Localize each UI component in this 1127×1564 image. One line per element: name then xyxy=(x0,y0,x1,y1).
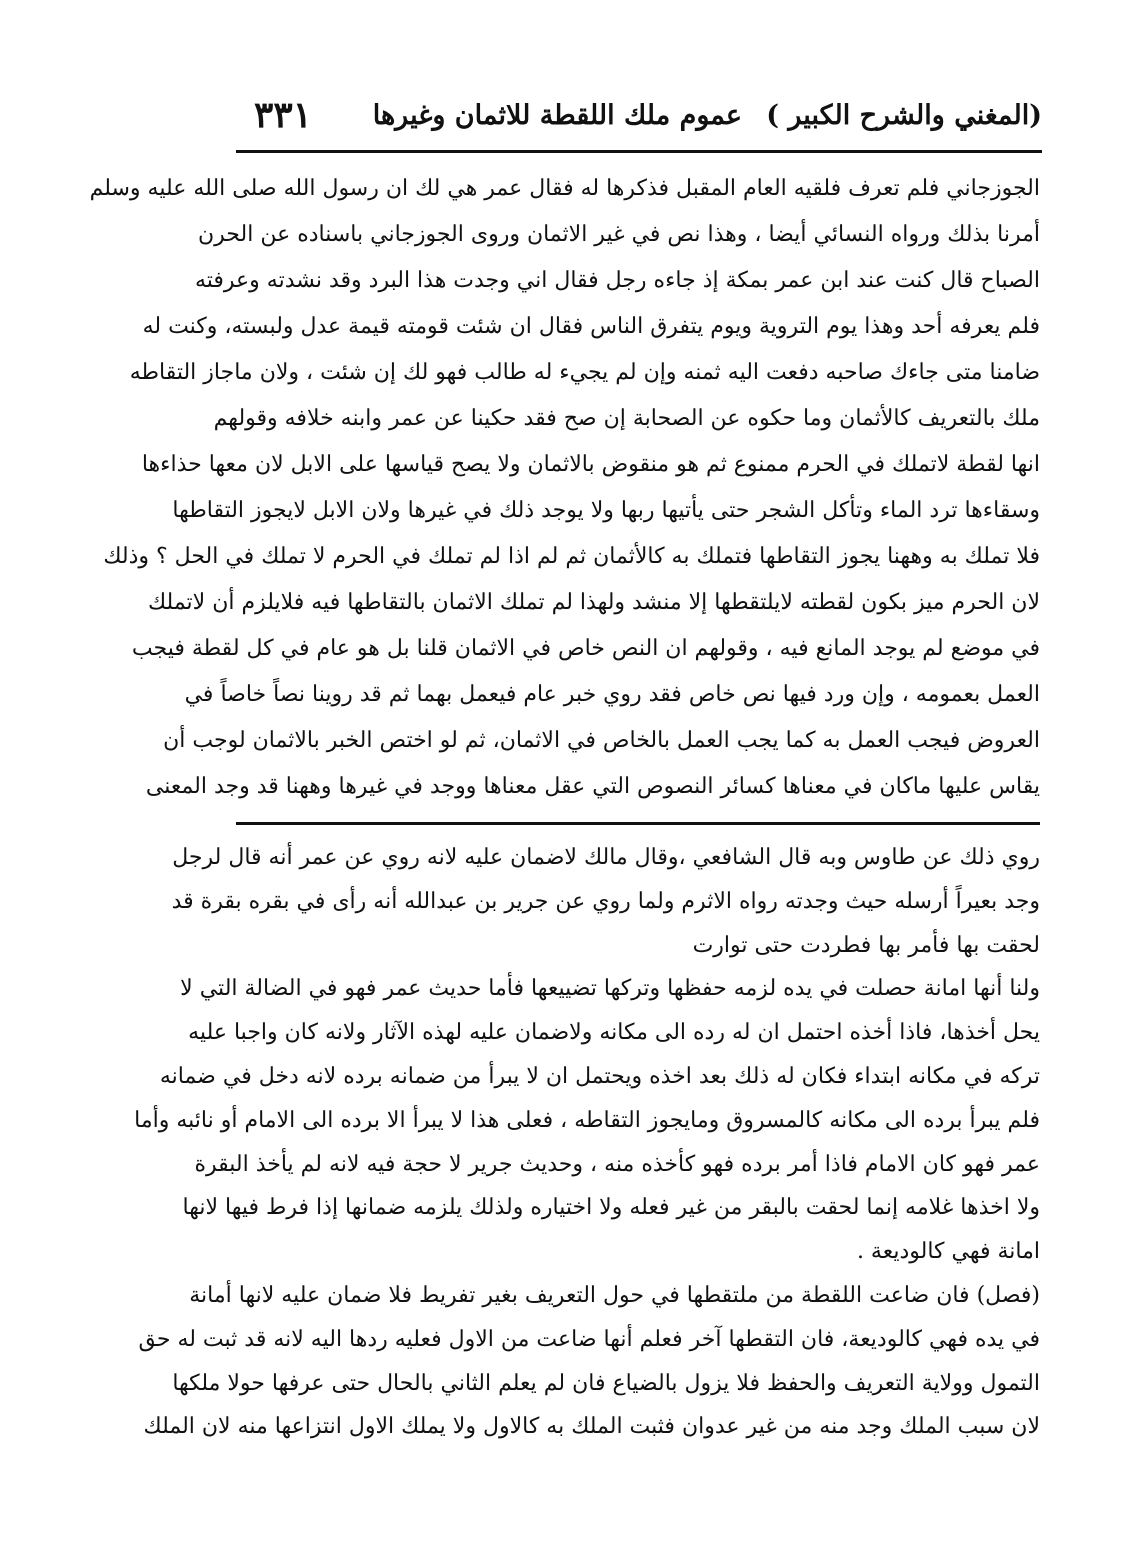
commentary-line: روي ذلك عن طاوس وبه قال الشافعي ،وقال مالك لاضمان عليه لانه روي عن عمر أنه قال لرجل xyxy=(172,845,1040,870)
main-text-line: العروض فيجب العمل به كما يجب العمل بالخاص في الاثمان، ثم لو اختص الخبر بالاثمان لوجب أن xyxy=(163,728,1040,753)
main-text-line: فلا تملك به وههنا يجوز التقاطها فتملك به كالأثمان ثم لم اذا لم تملك في الحرم لا تملك في الحل ؟ وذلك xyxy=(103,544,1040,569)
commentary-line: ولا اخذها غلامه إنما لحقت بالبقر من غير فعله ولا اختياره ولذلك يلزمه ضمانها إذا فرط فيها لانها xyxy=(182,1195,1040,1221)
main-text-line: انها لقطة لاتملك في الحرم ممنوع ثم هو منقوض بالاثمان ولا يصح قياسها على الابل لان معها حذاءها xyxy=(141,452,1040,477)
commentary-line: يحل أخذها، فاذا أخذه احتمل ان له رده الى مكانه ولاضمان عليه لهذه الآثار ولانه كان واجبا عليه xyxy=(188,1020,1040,1046)
main-text-line: ضامنا متى جاءك صاحبه دفعت اليه ثمنه وإن لم يجيء له طالب فهو لك إن شئت ، ولان ماجاز التقاطه xyxy=(129,360,1040,385)
commentary-line: (فصل) فان ضاعت اللقطة من ملتقطها في حول التعريف بغير تفريط فلا ضمان عليه لانها أمانة xyxy=(189,1282,1040,1308)
main-text-line: ملك بالتعريف كالأثمان وما حكوه عن الصحابة إن صح فقد حكينا عن عمر وابنه خلافه وقولهم xyxy=(213,406,1040,431)
commentary-line: تركه في مكانه ابتداء فكان له ذلك بعد اخذه ويحتمل ان لا يبرأ من ضمانه برده لانه دخل في ضمانه xyxy=(159,1063,1040,1089)
section-title: عموم ملك اللقطة للاثمان وغيرها xyxy=(372,100,742,131)
commentary-line: فلم يبرأ برده الى مكانه كالمسروق ومايجوز التقاطه ، فعلى هذا لا يبرأ الا برده الى الامام أو نائبه وأما xyxy=(134,1107,1040,1133)
commentary-line: لان سبب الملك وجد منه من غير عدوان فثبت الملك به كالاول ولا يملك الاول انتزاعها منه لان الملك xyxy=(143,1414,1040,1440)
commentary-line: لحقت بها فأمر بها فطردت حتى توارت xyxy=(692,932,1040,958)
main-text-line: الصباح قال كنت عند ابن عمر بمكة إذ جاءه رجل فقال اني وجدت هذا البرد وقد نشدته وعرفته xyxy=(194,268,1040,293)
main-text-line: الجوزجاني فلم تعرف فلقيه العام المقبل فذكرها له فقال عمر هي لك ان رسول الله صلى الله عليه وسلم xyxy=(89,176,1040,201)
commentary-line: التمول وولاية التعريف والحفظ فلا يزول بالضياع فان لم يعلم الثاني بالحال حتى عرفها حولا ملكها xyxy=(172,1370,1040,1396)
main-text-line: وسقاءها ترد الماء وتأكل الشجر حتى يأتيها ربها ولا يوجد ذلك في غيرها ولان الابل لايجوز التقاطها xyxy=(172,498,1040,523)
page-number: ٣٣١ xyxy=(254,94,313,136)
commentary-line: امانة فهي كالوديعة . xyxy=(856,1239,1040,1265)
main-text-line: فلم يعرفه أحد وهذا يوم التروية ويوم يتفرق الناس فقال ان شئت قومته قيمة عدل ولبسته، وكنت له xyxy=(142,314,1040,339)
section-divider xyxy=(236,822,1040,825)
commentary-line: ولنا أنها امانة حصلت في يده لزمه حفظها وتركها تضييعها فأما حديث عمر فهو في الضالة التي لا xyxy=(180,976,1040,1002)
commentary-line: عمر فهو كان الامام فاذا أمر برده فهو كأخذه منه ، وحديث جرير لا حجة فيه لانه لم يأخذ البقرة xyxy=(194,1151,1040,1177)
main-text-line: العمل بعمومه ، وإن ورد فيها نص خاص فقد روي خبر عام فيعمل بهما ثم قد روينا نصاً خاصاً في xyxy=(184,682,1040,707)
header-rule xyxy=(236,150,1042,153)
commentary-line: في يده فهي كالوديعة، فان التقطها آخر فعلم أنها ضاعت من الاول فعليه ردها اليه لانه قد ثبت له حق xyxy=(138,1326,1040,1352)
main-text xyxy=(89,166,1040,810)
main-text-line: في موضع لم يوجد المانع فيه ، وقولهم ان النص خاص في الاثمان قلنا بل هو عام في كل لقطة فيجب xyxy=(131,636,1040,661)
main-text-line: يقاس عليها ماكان في معناها كسائر النصوص التي عقل معناها ووجد في غيرها وههنا قد وجد المعنى xyxy=(145,774,1040,799)
page-header xyxy=(236,96,1042,148)
main-text-line: أمرنا بذلك ورواه النسائي أيضا ، وهذا نص في غير الاثمان وروى الجوزجاني باسناده عن الحرن xyxy=(198,222,1040,247)
commentary-text xyxy=(134,836,1040,1449)
commentary-line: وجد بعيراً أرسله حيث وجدته رواه الاثرم ولما روي عن جرير بن عبدالله أنه رأى في بقره بقرة قد xyxy=(171,888,1040,914)
main-text-line: لان الحرم ميز بكون لقطته لايلتقطها إلا منشد ولهذا لم تملك الاثمان بالتقاطها فيه فلايلزم أن لاتملك xyxy=(148,590,1040,615)
book-title: (المغني والشرح الكبير ) xyxy=(766,100,1042,131)
